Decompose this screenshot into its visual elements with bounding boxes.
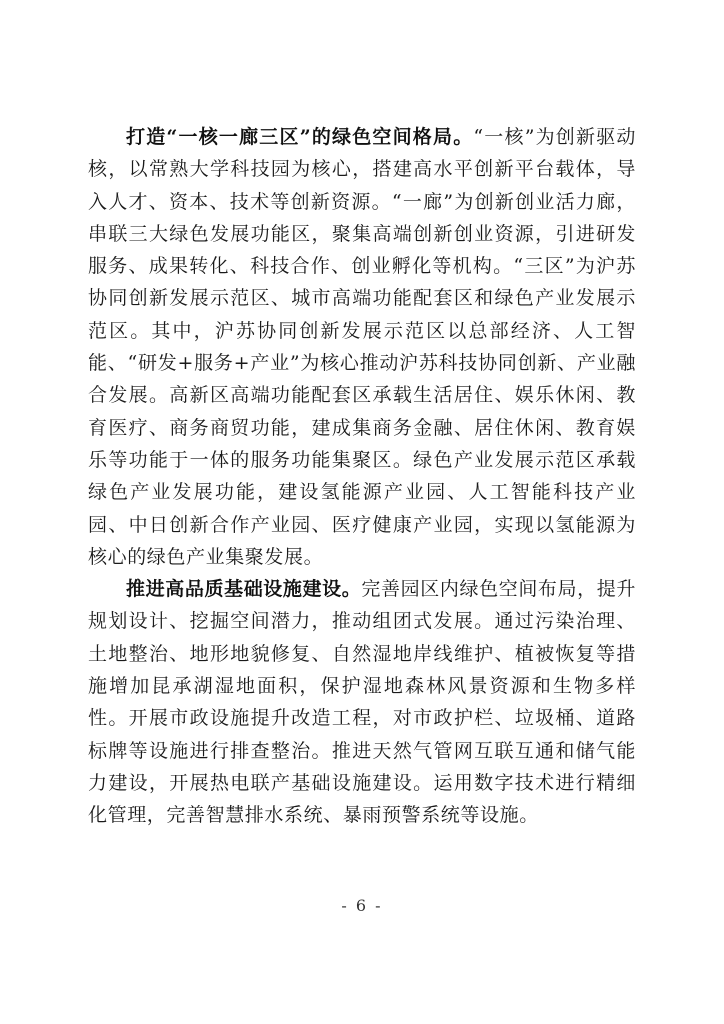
paragraph-lead-heading: 推进高品质基础设施建设。 bbox=[126, 578, 362, 601]
document-body bbox=[88, 121, 636, 832]
page-number: - 6 - bbox=[341, 896, 383, 915]
paragraph-lead-heading: 打造“一核一廊三区”的绿色空间格局。 bbox=[126, 126, 474, 148]
paragraph-infrastructure bbox=[88, 573, 636, 831]
paragraph-body-text: “一核”为创新驱动核，以常熟大学科技园为核心，搭建高水平创新平台载体，导入人才、资本、技术等创新资源。“一廊”为创新创业活力廊，串联三大绿色发展功能区，聚集高端创新创业资源，引进研发服务、成果转化、科技合作、创业孵化等机构。“三区”为沪苏协同创新发展示范区、城市高端功能配套区和绿色产业发展示范区。其中，沪苏协同创新发展示范区以总部经济、人工智能、“研发+服务+产业”为核心推动沪苏科技协同创新、产业融合发展。高新区高端功能配套区承载生活居住、娱乐休闲、教育医疗、商务商贸功能，建成集商务金融、居住休闲、教育娱乐等功能于一体的服务功能集聚区。绿色产业发展示范区承载绿色产业发展功能，建设氢能源产业园、人工智能科技产业园、中日创新合作产业园、医疗健康产业园，实现以氢能源为核心的绿色产业集聚发展。 bbox=[88, 126, 636, 568]
paragraph-green-space-layout bbox=[88, 121, 636, 573]
paragraph-body-text: 完善园区内绿色空间布局，提升规划设计、挖掘空间潜力，推动组团式发展。通过污染治理、土地整治、地形地貌修复、自然湿地岸线维护、植被恢复等措施增加昆承湖湿地面积，保护湿地森林风景资源和生物多样性。开展市政设施提升改造工程，对市政护栏、垃圾桶、道路标牌等设施进行排查整治。推进天然气管网互联互通和储气能力建设，开展热电联产基础设施建设。运用数字技术进行精细化管理，完善智慧排水系统、暴雨预警系统等设施。 bbox=[88, 578, 636, 827]
